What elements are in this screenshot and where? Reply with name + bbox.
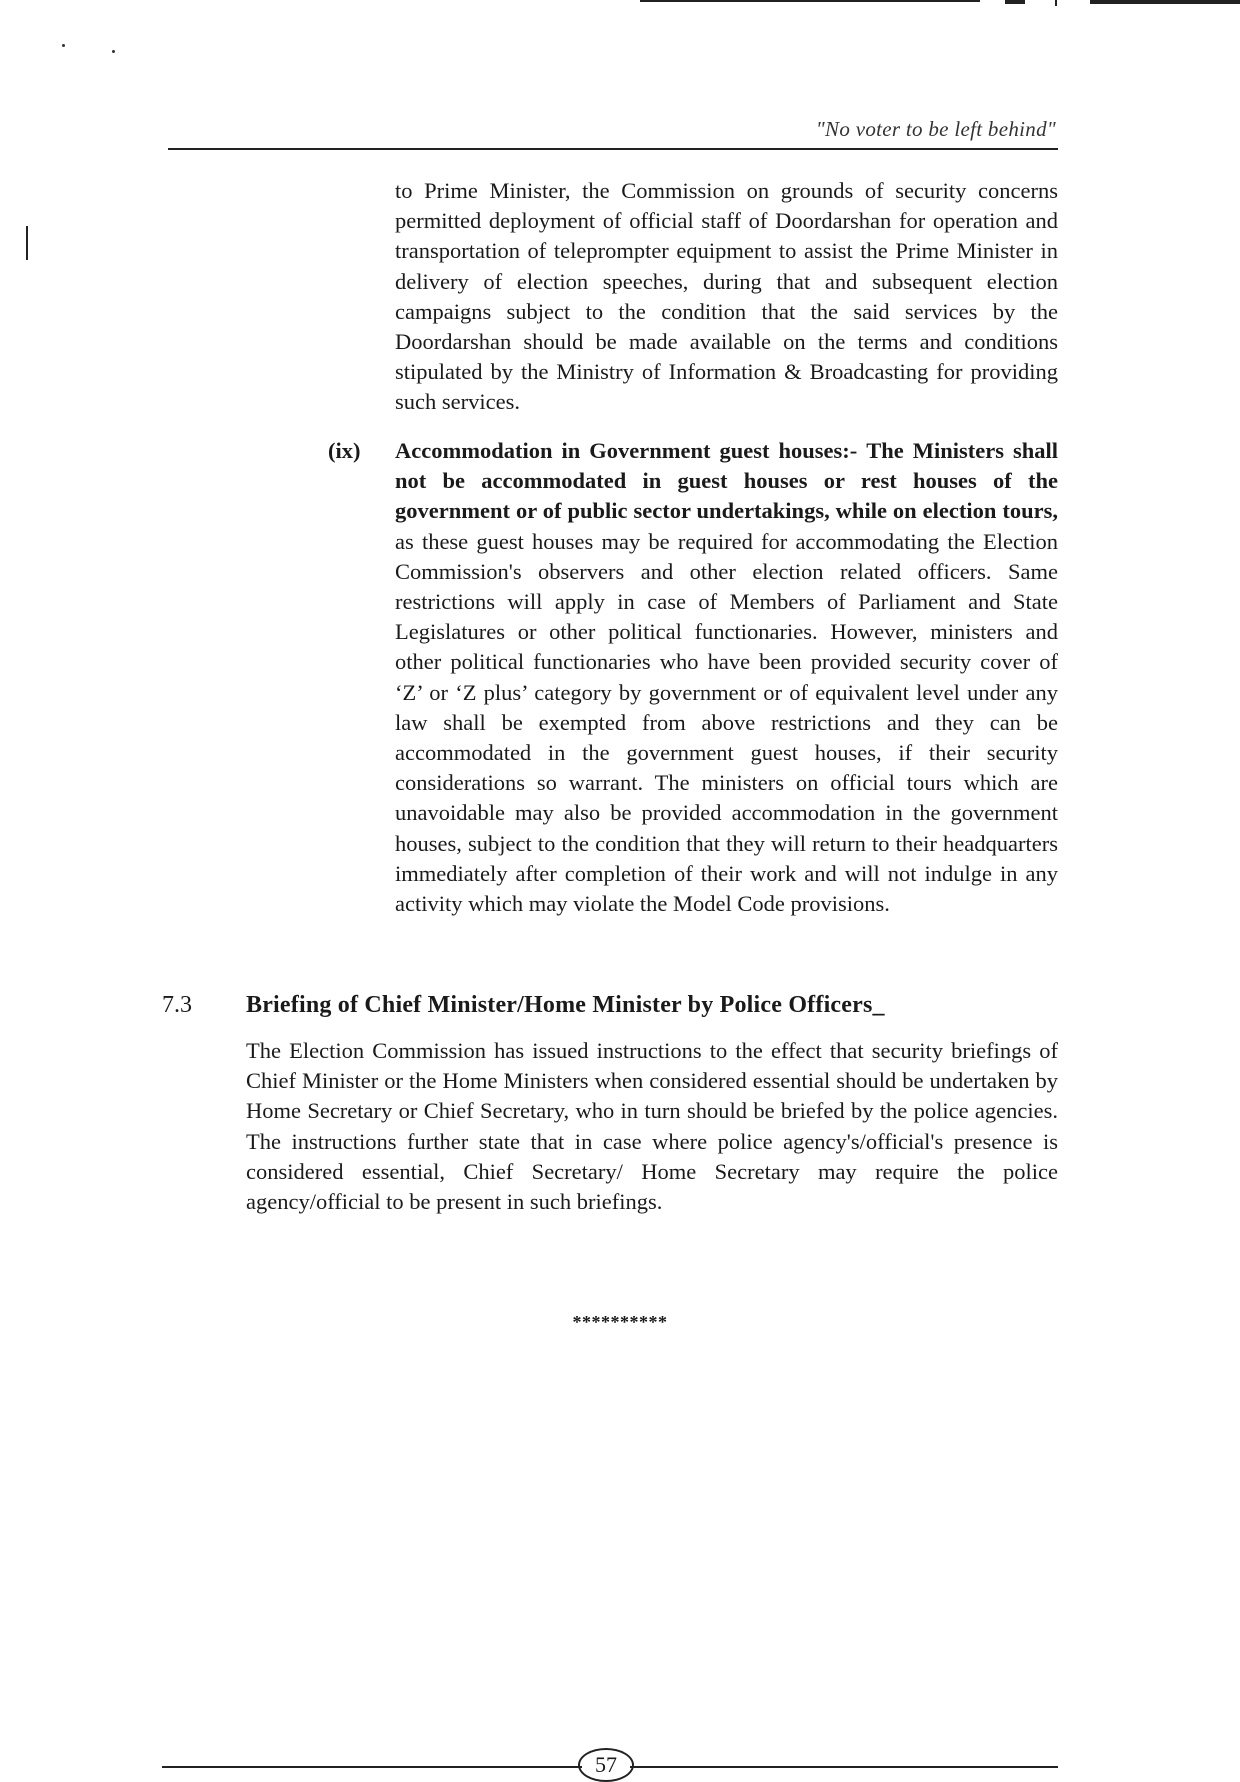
- section-separator: **********: [572, 1312, 668, 1332]
- item-heading: Accommodation in Government guest houses:-: [395, 438, 858, 463]
- footer-rule-left: [162, 1766, 582, 1768]
- section-paragraph: The Election Commission has issued instructions to the effect that security briefings of Chief Minister or the Home Ministers when considered essential should be undertaken by Home Secretary or Chief Secretary, who in turn should be briefed by the police agencies. The instructions further state that in case where police agency's/official's presence is considered essential, Chief Secretary/ Home Secretary may require the police agency/official to be present in such briefings.: [246, 1038, 1058, 1215]
- list-marker: (ix): [328, 438, 361, 463]
- list-item-content: [395, 436, 1058, 919]
- scan-edge-line: [1090, 0, 1240, 4]
- section-number: 7.3: [162, 992, 192, 1018]
- scan-edge-mark: [1005, 0, 1025, 4]
- intro-paragraph: to Prime Minister, the Commission on grounds of security concerns permitted deployment of official staff of Doordarshan for operation and transportation of teleprompter equipment to assist the Prime Minister in delivery of election speeches, during that and subsequent election campaigns subject to the condition that the said services by the Doordarshan should be made available on the terms and conditions stipulated by the Ministry of Information & Broadcasting for providing such services.: [395, 178, 1058, 415]
- item-bold-text: The Ministers shall not be accommodated in guest houses or rest houses of the government or of public sector undertakings, while on election tours,: [395, 438, 1058, 524]
- scan-speck: [62, 44, 65, 47]
- header-rule: [168, 148, 1058, 150]
- item-body-text: as these guest houses may be required for accommodating the Election Commission's observers and other election related officers. Same restrictions will apply in case of Members of Parliament and State Legislatures or other political functionaries. However, ministers and other political functionaries who have been provided security cover of ‘Z’ or ‘Z plus’ category by government or of equivalent level under any law shall be exempted from above restrictions and they can be accommodated in the government guest houses, if their security considerations so warrant. The ministers on official tours which are unavoidable may also be provided accommodation in the government houses, subject to the condition that they will return to their headquarters immediately after completion of their work and will not indulge in any activity which may violate the Model Code provisions.: [395, 528, 1058, 917]
- footer-rule-right: [630, 1766, 1058, 1768]
- scan-edge-line: [640, 0, 980, 2]
- running-header: "No voter to be left behind": [815, 117, 1056, 141]
- scan-speck: [112, 50, 115, 53]
- scan-edge-mark: [1055, 0, 1057, 6]
- section-title: Briefing of Chief Minister/Home Minister by Police Officers_: [246, 992, 885, 1018]
- margin-mark: [26, 226, 28, 260]
- page-number: 57: [578, 1748, 634, 1782]
